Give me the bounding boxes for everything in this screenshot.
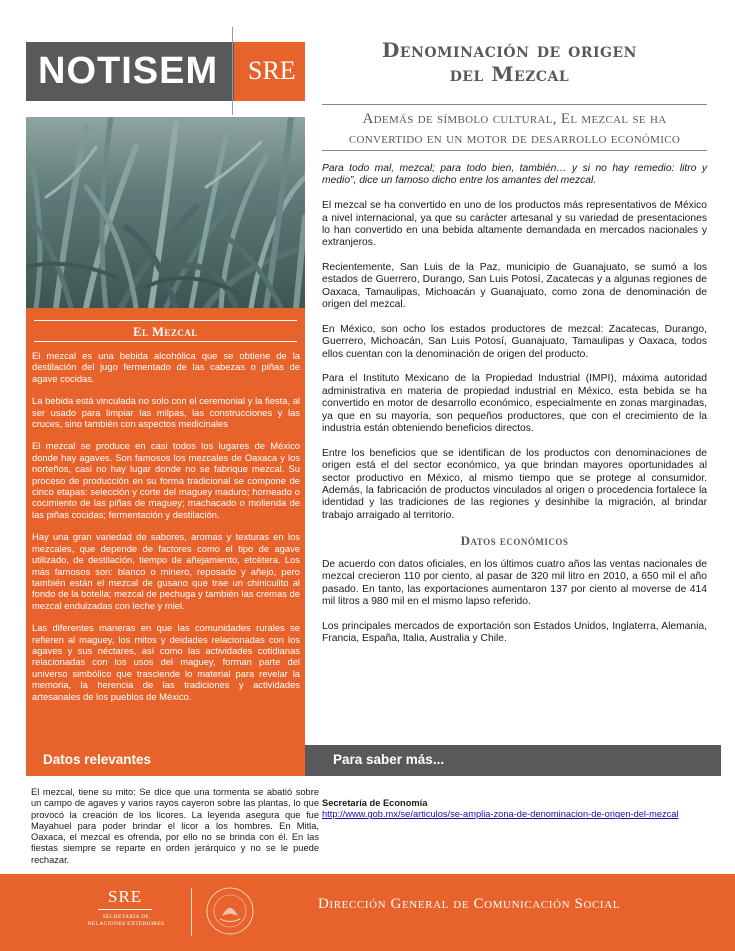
title-line-2: del Mezcal [449, 62, 570, 86]
divider [322, 150, 707, 151]
agave-photo [26, 117, 305, 308]
source-organization: Secretaría de Economía [322, 798, 428, 808]
logo-sre-box [234, 42, 305, 101]
section-heading: Datos económicos [460, 532, 569, 548]
agave-leaves-graphic [26, 117, 305, 308]
sidebar-body [32, 350, 300, 713]
sidebar-heading: El Mezcal [133, 325, 198, 339]
footer [0, 874, 735, 951]
subtitle-line-1: Además de símbolo cultural, El mezcal se ha [362, 111, 667, 127]
sidebar-paragraph: El mezcal es una bebida alcohólica que se obtiene de la destilación del jugo fermentado de las cabezas o piñas de agave cocidas. [32, 350, 300, 384]
para-saber-mas-title: Para saber más... [333, 752, 445, 767]
notisem-logo [26, 42, 305, 101]
article-paragraph: Entre los beneficios que se identifican de los productos con denominaciones de origen está el del sector económico, ya que brindan mayores oportunidades al sector productivo en México, al mismo tiempo que se protege al consumidor. Además, la fabricación de productos vinculados al origen o procedencia fortalece la identidad y las tradiciones de las regiones y desinhibe la migración, al brindar trabajo arraigado al territorio. [322, 447, 707, 521]
page-title [322, 38, 697, 86]
article-paragraph: El mezcal se ha convertido en uno de los productos más representativos de México a nivel internacional, ya que su carácter artesanal y su variedad de presentaciones lo han convertido en una bebida altamente demandada en mercados nacionales y extranjeros. [322, 200, 707, 249]
source-link[interactable]: http://www.gob.mx/se/articulos/se-amplia-zona-de-denominacion-de-origen-del-mezcal [322, 809, 679, 820]
divider [34, 341, 297, 342]
sidebar-paragraph: El mezcal se produce en casi todos los lugares de México donde hay agaves. Son famosos los mezcales de Oaxaca y los norteños, casi no hay lugar donde no se fabrique mezcal. Su proceso de producción en su forma tradicional se compone de cinco etapas: selección y corte del maguey maduro; horneado o cocimiento de las piñas de maguey; machacado o molienda de las piñas cocidas; fermentación y destilación. [32, 440, 300, 520]
footer-direccion: Dirección General de Comunicación Social [318, 896, 621, 912]
divider [98, 909, 152, 910]
title-line-1: Denominación de origen [382, 38, 637, 62]
sidebar-el-mezcal [26, 308, 305, 745]
subtitle-line-2: convertido en un motor de desarrollo económico [348, 131, 681, 147]
datos-relevantes-bar [26, 745, 305, 776]
datos-relevantes-text: El mezcal, tiene su mito: Se dice que una tormenta se abatió sobre un campo de agaves y varios rayos cayeron sobre las plantas, lo que provocó la creación de los licores. La leyenda asegura que fue Mayahuel para poder brindar el licor a los hombres. En Mitla, Oaxaca, el mezcal es ofrenda, por ello no se brinda con él. En las fiestas siempre se reparte en orden jerárquico y no se le puede rechazar. [31, 787, 319, 865]
lead-paragraph: Para todo mal, mezcal; para todo bien, también… y si no hay remedio: litro y medio”, dice un famoso dicho entre los amantes del mezcal. [322, 163, 707, 187]
footer-sre-logo: SRE [108, 887, 143, 906]
logo-text: NOTISEM [38, 50, 219, 92]
logo-divider [232, 27, 233, 115]
divider [322, 104, 707, 105]
divider [34, 320, 297, 321]
para-saber-mas-bar [305, 745, 721, 776]
divider [191, 888, 192, 936]
para-saber-mas-content [322, 798, 717, 821]
article-paragraph: Los principales mercados de exportación son Estados Unidos, Inglaterra, Alemania, Francia, España, Italia, Australia y Chile. [322, 620, 707, 645]
datos-relevantes-title: Datos relevantes [43, 752, 152, 767]
article-paragraph: Para el Instituto Mexicano de la Propiedad Industrial (IMPI), máxima autoridad administrativa en materia de propiedad industrial en México, esta bebida se ha convertido en motor de desarrollo económico, especialmente en zonas marginadas, ya que en su mayoría, son pequeños productores, que con el crecimiento de la industria están obteniendo beneficios directos. [322, 373, 707, 435]
article-paragraph: De acuerdo con datos oficiales, en los últimos cuatro años las ventas nacionales de mezcal crecieron 110 por ciento, al pasar de 320 mil litro en 2010, a 650 mil el año pasado. En tanto, las exportaciones aumentaron 137 por ciento al moverse de 414 mil litros a 980 mil en el mismo lapso referido. [322, 558, 707, 608]
main-article [322, 163, 707, 658]
coat-of-arms-seal-icon [205, 886, 255, 936]
footer-sre-subtitle: SECRETARÍA DE RELACIONES EXTERIORES [87, 914, 165, 927]
logo-sre-text: SRE [248, 56, 296, 85]
page-subtitle [322, 109, 707, 149]
sidebar-paragraph: Hay una gran variedad de sabores, aromas y texturas en los mezcales, que depende de factores como el tipo de agave utilizado, de destilación, tiempo de añejamiento, etcétera. Los más famosos son: blanco o minero, reposado y añejo, pero también están el mezcal de gusano que trae un chiniculito al fondo de la botella; mezcal de pechuga y también las cremas de mezcal endulzadas con leche y miel. [32, 531, 300, 611]
sidebar-paragraph: La bebida está vinculada no solo con el ceremonial y la fiesta, al ser usado para limpiar las milpas, las construcciones y las cruces, sino también con aspectos medicinales [32, 395, 300, 430]
article-paragraph: Recientemente, San Luis de la Paz, municipio de Guanajuato, se sumó a los estados de Guerrero, Durango, San Luis Potosí, Zacatecas y a algunas regiones de Oaxaca, Tamaulipas, Michoacán y Guanajuato, como zona de denominación de origen del mezcal. [322, 262, 707, 311]
article-paragraph: En México, son ocho los estados productores de mezcal: Zacatecas, Durango, Guerrero, Michoacán, San Luis Potosí, Guanajuato, Tamaulipas y Oaxaca, todos ellos cuentan con la denominación de origen del producto. [322, 323, 707, 360]
sidebar-paragraph: Las diferentes maneras en que las comunidades rurales se refieren al maguey, los mitos y deidades relacionadas con los agaves y sus néctares, así como las actividades cotidianas relacionadas con los usos del maguey, forman parte del universo simbólico que trasciende lo material para revelar la memoria, la herencia de las tradiciones y actividades artesanales de los pueblos de México. [32, 622, 300, 702]
